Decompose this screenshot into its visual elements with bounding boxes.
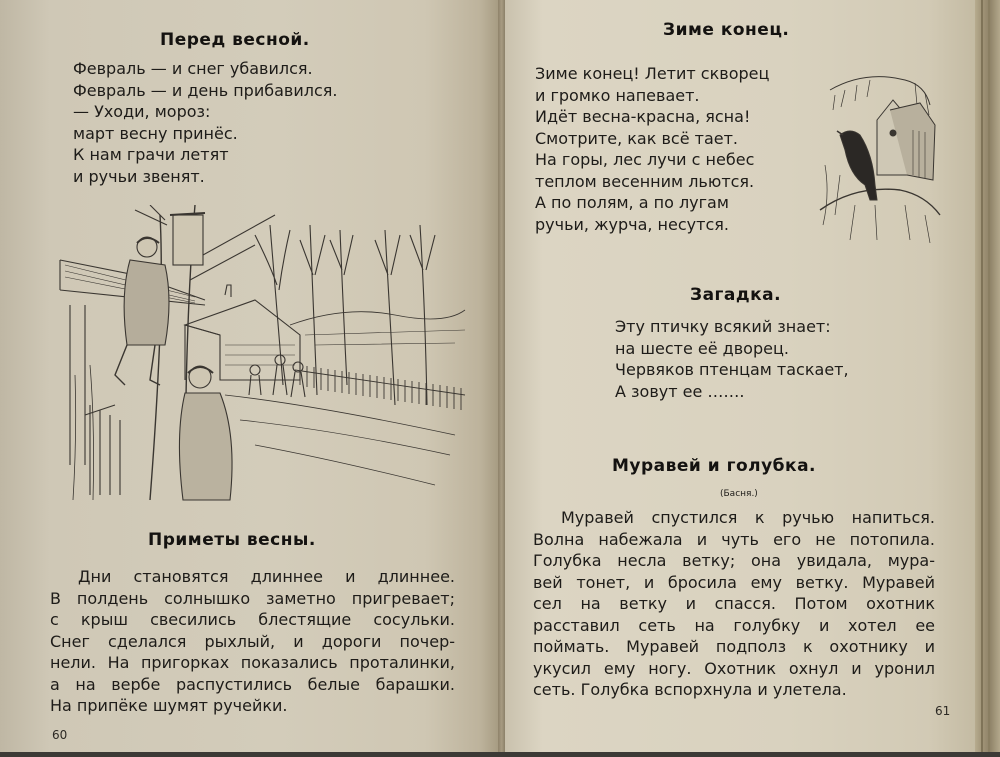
page-number-left: 60 xyxy=(52,728,68,742)
prose-line: На припёке шумят ручейки. xyxy=(50,696,288,715)
prose-line: В полдень солнышко заметно пригревает; xyxy=(50,588,455,608)
prose-line: сел на ветку и спасся. Потом охотник xyxy=(533,594,935,613)
prose-line: расставил сеть на голубку и хотел ее xyxy=(533,615,935,635)
verse-line: Эту птичку всякий знает: xyxy=(615,317,831,336)
story-title-primety-vesny: Приметы весны. xyxy=(148,530,316,550)
fable-title-muravey-i-golubka: Муравей и голубка. xyxy=(612,456,817,476)
riddle-zagadka xyxy=(615,316,849,402)
verse-line: Идёт весна-красна, ясна! xyxy=(535,107,751,126)
boys-hanging-birdhouse-illustration xyxy=(55,205,470,505)
right-page xyxy=(505,0,975,752)
prose-line: Муравей спустился к ручью напиться. xyxy=(561,508,935,527)
verse-line: Червяков птенцам таскает, xyxy=(615,360,849,379)
prose-line: с крыш свесились блестящие сосульки. xyxy=(50,610,455,629)
prose-line: а на вербе распустились белые барашки. xyxy=(50,674,455,694)
fable-subtitle: (Басня.) xyxy=(720,489,758,499)
verse-line: А по полям, а по лугам xyxy=(535,193,729,212)
verse-line: На горы, лес лучи с небес xyxy=(535,150,755,169)
cover-edge-line xyxy=(988,0,990,752)
verse-line: ручьи, журча, несутся. xyxy=(535,214,729,234)
cover-edge-line xyxy=(981,0,983,752)
poem-zime-konec xyxy=(535,63,769,235)
table-surface xyxy=(0,752,1000,757)
verse-line: Февраль — и снег убавился. xyxy=(73,59,313,78)
verse-line: К нам грачи летят xyxy=(73,145,229,164)
prose-line: Снег сделался рыхлый, и дороги почер- xyxy=(50,631,455,651)
verse-line: Зиме конец! Летит скворец xyxy=(535,64,770,83)
verse-line: на шесте её дворец. xyxy=(615,338,789,358)
prose-line: сеть. Голубка вспорхнула и улетела. xyxy=(533,680,847,699)
verse-line: март весну принёс. xyxy=(73,123,238,143)
left-page xyxy=(0,0,500,752)
prose-line: вей тонет, и бросила ему ветку. Муравей xyxy=(533,572,935,592)
starling-birdhouse-illustration xyxy=(815,65,945,245)
poem-title-pered-vesnoy: Перед весной. xyxy=(160,30,310,50)
verse-line: Февраль — и день прибавился. xyxy=(73,80,338,100)
riddle-title-zagadka: Загадка. xyxy=(690,285,782,305)
page-number-right: 61 xyxy=(935,704,951,718)
book-cover-edge xyxy=(975,0,1000,752)
poem-pered-vesnoy xyxy=(73,58,337,187)
prose-line: Волна набежала и чуть его не потопила. xyxy=(533,529,935,549)
prose-line: Дни становятся длиннее и длиннее. xyxy=(78,567,455,586)
verse-line: и ручьи звенят. xyxy=(73,166,205,186)
prose-line: поймать. Муравей подполз к охотнику и xyxy=(533,637,935,656)
verse-line: Смотрите, как всё тает. xyxy=(535,128,738,148)
verse-line: и громко напевает. xyxy=(535,85,700,105)
fable-muravey-i-golubka xyxy=(533,507,935,701)
prose-line: Голубка несла ветку; она увидала, мура- xyxy=(533,551,935,570)
verse-line: А зовут ее ……. xyxy=(615,381,745,401)
prose-line: нели. На пригорках показались проталинки, xyxy=(50,653,455,672)
poem-title-zime-konec: Зиме конец. xyxy=(663,20,790,40)
story-primety-vesny xyxy=(50,566,455,717)
verse-line: теплом весенним льются. xyxy=(535,171,755,191)
verse-line: — Уходи, мороз: xyxy=(73,102,211,121)
prose-line: укусил ему ногу. Охотник охнул и уронил xyxy=(533,658,935,678)
